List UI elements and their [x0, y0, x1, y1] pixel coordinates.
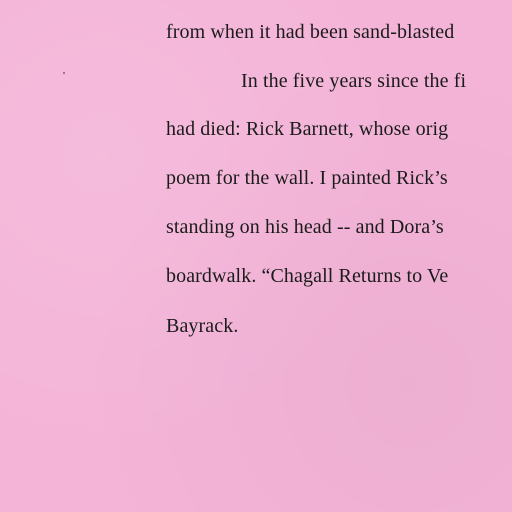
text-line-4: poem for the wall. I painted Rick’s [166, 167, 448, 189]
paper-speck [63, 72, 65, 74]
text-line-2: In the five years since the fi [241, 70, 467, 92]
text-line-6: boardwalk. “Chagall Returns to Ve [166, 265, 449, 287]
text-line-5: standing on his head -- and Dora’s [166, 216, 444, 238]
text-line-7: Bayrack. [166, 315, 239, 337]
text-line-3: had died: Rick Barnett, whose orig [166, 118, 449, 140]
text-line-1: from when it had been sand-blasted [166, 21, 455, 43]
